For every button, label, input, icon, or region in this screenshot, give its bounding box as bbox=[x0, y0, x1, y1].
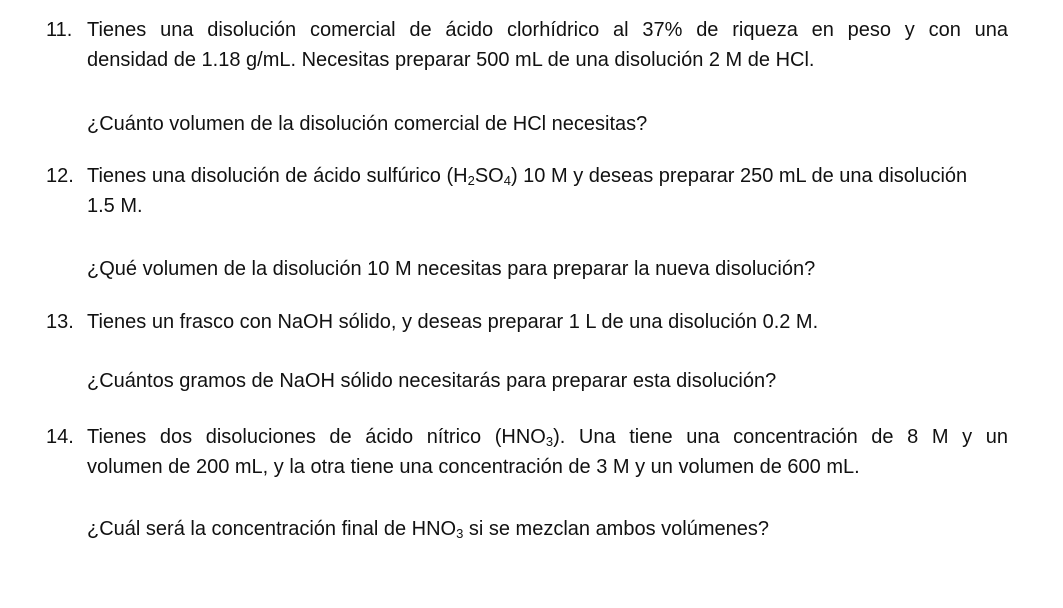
statement-line: Tienes un frasco con NaOH sólido, y deseas preparar 1 L de una disolución 0.2 M. bbox=[87, 311, 819, 333]
statement-line: densidad de 1.18 g/mL. Necesitas preparar 500 mL de una disolución 2 M de HCl. bbox=[87, 49, 815, 71]
statement-line: volumen de 200 mL, y la otra tiene una concentración de 3 M y un volumen de 600 mL. bbox=[87, 456, 860, 478]
statement-line bbox=[87, 161, 1008, 191]
question-statement bbox=[87, 15, 1008, 75]
text-segment: SO bbox=[474, 165, 504, 187]
subscript: 2 bbox=[467, 173, 475, 188]
question-statement bbox=[87, 307, 1008, 337]
text-segment: Tienes una disolución de ácido sulfúrico (H bbox=[87, 165, 468, 187]
question-prompt: ¿Cuántos gramos de NaOH sólido necesitarás para preparar esta disolución? bbox=[87, 370, 777, 392]
text-segment: Tienes dos disoluciones de ácido nítrico (HNO bbox=[87, 426, 546, 448]
statement-line: 1.5 M. bbox=[87, 195, 143, 217]
text-segment: ). Una tiene una concentración de 8 M y un bbox=[553, 426, 1009, 448]
question-statement bbox=[87, 422, 1008, 482]
subscript: 3 bbox=[456, 526, 464, 541]
question-number: 12. bbox=[46, 165, 74, 187]
question-prompt: ¿Cuánto volumen de la disolución comercial de HCl necesitas? bbox=[87, 113, 648, 135]
question-number: 13. bbox=[46, 311, 74, 333]
question-prompt: ¿Qué volumen de la disolución 10 M necesitas para preparar la nueva disolución? bbox=[87, 258, 816, 280]
text-segment: si se mezclan ambos volúmenes? bbox=[463, 518, 769, 540]
subscript: 4 bbox=[503, 173, 511, 188]
question-statement bbox=[87, 161, 1008, 221]
statement-line bbox=[87, 422, 1008, 452]
question-prompt bbox=[87, 514, 1008, 544]
question-number: 14. bbox=[46, 426, 74, 448]
statement-line: Tienes una disolución comercial de ácido clorhídrico al 37% de riqueza en peso y con una bbox=[87, 19, 1008, 41]
subscript: 3 bbox=[545, 434, 554, 449]
question-number: 11. bbox=[46, 19, 73, 41]
text-segment: ¿Cuál será la concentración final de HNO bbox=[87, 518, 457, 540]
text-segment: ) 10 M y deseas preparar 250 mL de una disolución bbox=[510, 165, 968, 187]
